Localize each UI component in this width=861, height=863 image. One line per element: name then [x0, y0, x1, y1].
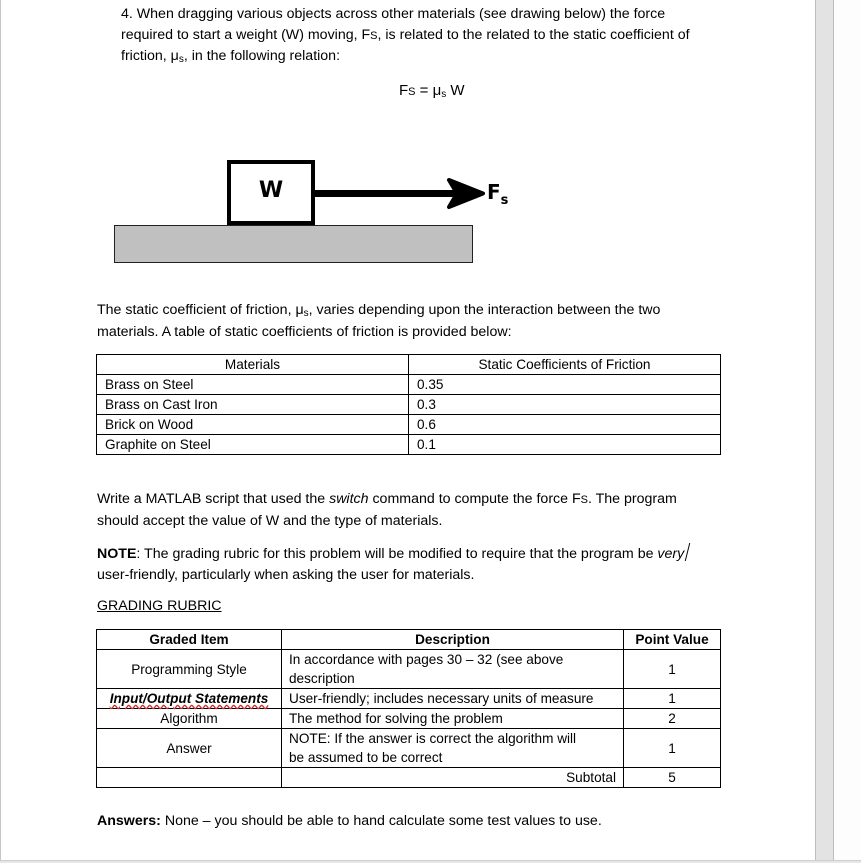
text: description — [289, 671, 355, 686]
description-cell — [282, 729, 624, 768]
force-label — [487, 180, 508, 208]
header-graded-item: Graded Item — [97, 630, 282, 650]
rubric-table — [96, 629, 721, 788]
material-cell: Graphite on Steel — [97, 435, 409, 455]
coefficient-cell: 0.3 — [409, 395, 721, 415]
table-row — [97, 395, 721, 415]
subtotal-label: Subtotal — [282, 768, 624, 788]
text: command to compute the force F — [368, 491, 581, 507]
description-cell: User-friendly; includes necessary units of measure — [282, 689, 624, 709]
text: Write a MATLAB script that used the — [97, 491, 330, 507]
text: F — [487, 180, 501, 204]
table-row — [97, 375, 721, 395]
text: friction, μ — [121, 48, 179, 64]
page-gutter-scroll-strip[interactable] — [815, 0, 834, 863]
subscript: S — [408, 86, 416, 98]
note-line-1 — [97, 543, 688, 565]
points-cell: 2 — [624, 709, 721, 729]
rubric-heading: GRADING RUBRIC — [97, 598, 222, 614]
material-cell: Brick on Wood — [97, 415, 409, 435]
table-row — [97, 689, 721, 709]
header-description: Description — [282, 630, 624, 650]
graded-item-cell: Algorithm — [97, 709, 282, 729]
force-arrow-icon — [313, 178, 485, 210]
graded-item-cell: Input/Output Statements — [97, 689, 282, 709]
para2-line-2 — [97, 322, 512, 343]
text: The static coefficient of friction, μ — [97, 302, 304, 318]
subscript: S — [580, 494, 588, 506]
material-cell: Brass on Steel — [97, 375, 409, 395]
answers-line — [97, 811, 602, 832]
text: should accept the value of W and the type of materials. — [97, 513, 443, 529]
text: 4. When dragging various objects across other materials (see drawing below) the force — [121, 6, 666, 22]
intro-line-3 — [121, 46, 340, 70]
friction-table — [96, 354, 721, 455]
empty-cell — [97, 768, 282, 788]
intro-line-2 — [121, 25, 690, 47]
table-row — [97, 729, 721, 768]
coefficient-cell: 0.1 — [409, 435, 721, 455]
text-cursor — [685, 543, 690, 561]
table-row — [97, 415, 721, 435]
points-cell: 1 — [624, 650, 721, 689]
points-cell: 1 — [624, 689, 721, 709]
table-header-row — [97, 630, 721, 650]
italic-text: switch — [329, 491, 369, 507]
table-row — [97, 709, 721, 729]
text: materials. A table of static coefficients of friction is provided below: — [97, 324, 512, 340]
subscript: s — [178, 54, 184, 65]
text: , in the following relation: — [183, 48, 341, 64]
ground-surface — [114, 225, 473, 263]
material-cell: Brass on Cast Iron — [97, 395, 409, 415]
table-header-row — [97, 355, 721, 375]
weight-label: W — [258, 178, 284, 203]
equation-lhs: F — [399, 82, 409, 99]
text: , is related to the related to the static coefficient of — [377, 27, 690, 43]
text: user-friendly, particularly when asking the user for materials. — [97, 567, 475, 583]
header-point-value: Point Value — [624, 630, 721, 650]
equation — [399, 80, 465, 105]
header-coefficients: Static Coefficients of Friction — [409, 355, 721, 375]
subscript: s — [303, 308, 309, 319]
note-line-2 — [97, 565, 474, 586]
subtotal-value: 5 — [624, 768, 721, 788]
text: required to start a weight (W) moving, F — [121, 27, 371, 43]
text: . The program — [587, 491, 677, 507]
weight-box — [227, 160, 315, 225]
coefficient-cell: 0.35 — [409, 375, 721, 395]
text: NOTE: If the answer is correct the algorithm will — [289, 731, 577, 746]
subscript: s — [500, 193, 509, 208]
text: : The grading rubric for this problem will be modified to require that the program be — [136, 546, 658, 562]
para3-line-2 — [97, 511, 442, 532]
text: In accordance with pages 30 – 32 (see above — [289, 652, 564, 667]
equation-op: = μ — [415, 82, 442, 99]
graded-item-cell: Answer — [97, 729, 282, 768]
header-materials: Materials — [97, 355, 409, 375]
graded-item-cell: Programming Style — [97, 650, 282, 689]
italic-text: very — [657, 546, 685, 562]
subtotal-row — [97, 768, 721, 788]
right-margin — [834, 0, 861, 863]
answers-label: Answers: — [97, 813, 161, 829]
coefficient-cell: 0.6 — [409, 415, 721, 435]
subscript: s — [441, 89, 447, 100]
points-cell: 1 — [624, 729, 721, 768]
text: None – you should be able to hand calculate some test values to use. — [160, 813, 602, 829]
para3-line-1 — [97, 489, 677, 511]
note-label: NOTE — [97, 546, 137, 562]
text: , varies depending upon the interaction between the two — [308, 302, 661, 318]
description-cell — [282, 650, 624, 689]
table-row — [97, 650, 721, 689]
description-cell: The method for solving the problem — [282, 709, 624, 729]
equation-rhs: W — [446, 82, 465, 99]
subscript: S — [370, 30, 378, 42]
table-row — [97, 435, 721, 455]
text: be assumed to be correct — [289, 750, 443, 765]
para2-line-1 — [97, 300, 660, 324]
intro-line-1 — [121, 4, 665, 25]
